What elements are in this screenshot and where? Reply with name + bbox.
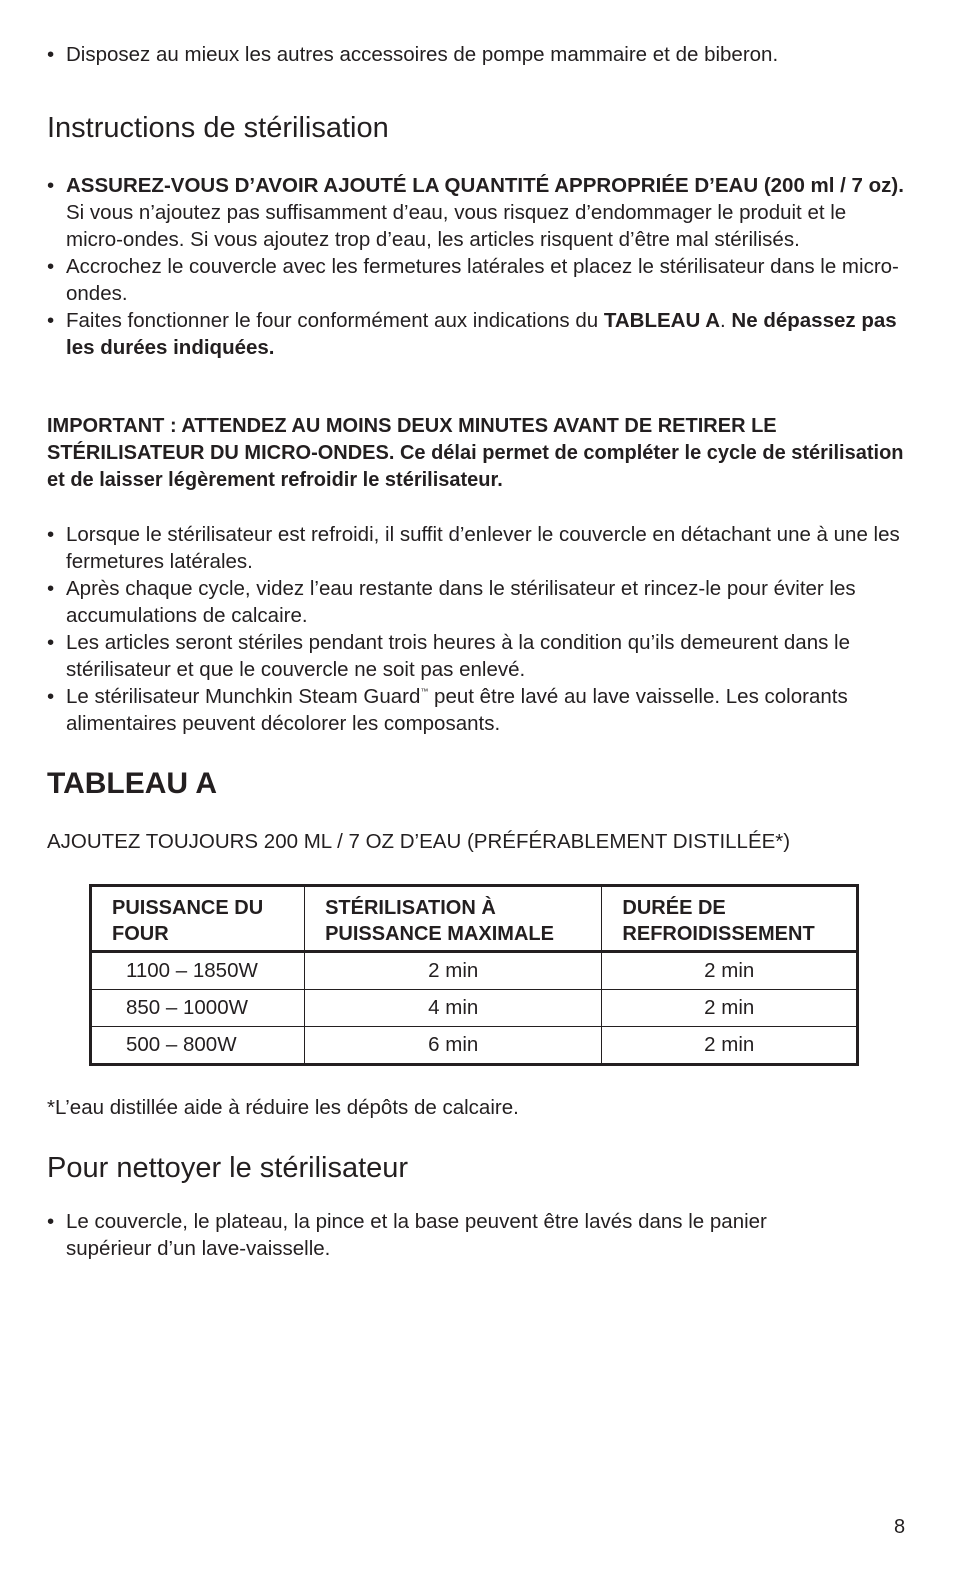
- list-item: [47, 172, 905, 253]
- tableau-title: TABLEAU A: [47, 767, 217, 800]
- intro-bullet: • Disposez au mieux les autres accessoires de pompe mammaire et de biberon.: [47, 41, 907, 68]
- list-item: • Accrochez le couvercle avec les fermetures latérales et placez le stérilisateur dans le micro-ondes.: [47, 253, 905, 307]
- run-oven-text: Faites fonctionner le four conformément aux indications du: [66, 309, 604, 332]
- table-row: [91, 990, 858, 1027]
- power-cell: 1100 – 1850W: [91, 952, 305, 990]
- brand-text: Le stérilisateur Munchkin Steam Guard: [66, 685, 421, 708]
- after-cycle-bullets: [47, 521, 905, 737]
- list-item: • Après chaque cycle, videz l’eau restante dans le stérilisateur et rincez-le pour éviter les accumulations de calcaire.: [47, 575, 905, 629]
- power-cell: 500 – 800W: [91, 1027, 305, 1065]
- header-refroidissement: DURÉE DE REFROIDISSEMENT: [602, 886, 858, 952]
- punctuation: .: [720, 309, 732, 332]
- list-item: • Le couvercle, le plateau, la pince et la base peuvent être lavés dans le panier supérieur d’un lave-vaisselle.: [47, 1208, 847, 1262]
- tableau-subtitle: AJOUTEZ TOUJOURS 200 ML / 7 OZ D’EAU (PRÉFÉRABLEMENT DISTILLÉE*): [47, 830, 791, 853]
- sterilisation-time-cell: 6 min: [305, 1027, 602, 1065]
- water-warning-bold: ASSUREZ-VOUS D’AVOIR AJOUTÉ LA QUANTITÉ APPROPRIÉE D’EAU (200 ml / 7 oz).: [66, 174, 904, 197]
- list-item: [47, 683, 905, 737]
- header-puissance: PUISSANCE DU FOUR: [91, 886, 305, 952]
- table-footnote: *L’eau distillée aide à réduire les dépôts de calcaire.: [47, 1096, 519, 1119]
- nettoyer-title: Pour nettoyer le stérilisateur: [47, 1152, 409, 1184]
- trademark-symbol: ™: [420, 687, 429, 696]
- list-item: • Lorsque le stérilisateur est refroidi, il suffit d’enlever le couvercle en détachant une à une les fermetures latérales.: [47, 521, 905, 575]
- important-notice: IMPORTANT : ATTENDEZ AU MOINS DEUX MINUTES AVANT DE RETIRER LE STÉRILISATEUR DU MICRO-ONDES. Ce délai permet de compléter le cycle de stérilisation et de laisser légèrement refroidir le stérilisateur.: [47, 415, 904, 491]
- header-sterilisation: STÉRILISATION À PUISSANCE MAXIMALE: [305, 886, 602, 952]
- cooling-time-cell: 2 min: [602, 952, 858, 990]
- power-cell: 850 – 1000W: [91, 990, 305, 1027]
- list-item: • Les articles seront stériles pendant trois heures à la condition qu’ils demeurent dans le stérilisateur et que le couvercle ne soit pas enlevé.: [47, 629, 905, 683]
- sterilisation-time-cell: 4 min: [305, 990, 602, 1027]
- cooling-time-cell: 2 min: [602, 990, 858, 1027]
- table-header-row: [91, 886, 858, 952]
- table-row: [91, 1027, 858, 1065]
- cooling-time-cell: 2 min: [602, 1027, 858, 1065]
- sterilisation-time-cell: 2 min: [305, 952, 602, 990]
- table-row: [91, 952, 858, 990]
- duration-warning: Ne dépassez pas les durées indiquées.: [66, 309, 897, 359]
- dishwasher-text: peut être lavé au lave vaisselle. Les colorants alimentaires peuvent décolorer les composants.: [66, 685, 848, 735]
- sterilisation-bullets: [47, 172, 905, 361]
- tableau-reference: TABLEAU A: [603, 309, 721, 332]
- sterilisation-title: Instructions de stérilisation: [47, 112, 389, 144]
- water-warning-text: Si vous n’ajoutez pas suffisamment d’eau, vous risquez d’endommager le produit et le micro-ondes. Si vous ajoutez trop d’eau, les articles risquent d’être mal stérilisés.: [66, 201, 847, 251]
- tableau-a: [89, 884, 859, 1066]
- list-item: [47, 307, 905, 361]
- page-number: 8: [894, 1516, 906, 1538]
